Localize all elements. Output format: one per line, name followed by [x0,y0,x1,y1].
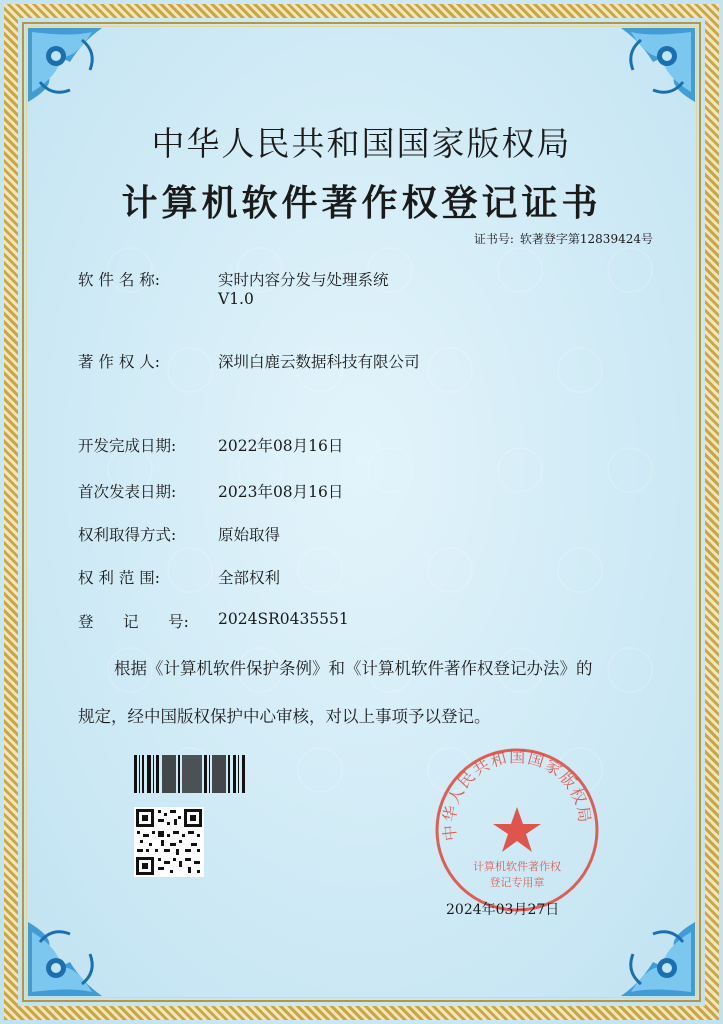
certificate-number [468,230,653,247]
acquire-value: 原始取得 [218,526,281,544]
field-scope [78,566,280,588]
certificate-title: 计算机软件著作权登记证书 [121,182,602,224]
seal-inner-line2: 登记专用章 [489,876,545,889]
pub-date-value: 2023年08月16日 [218,483,344,501]
dev-date-value: 2022年08月16日 [218,437,344,455]
seal-ring-text: 中华人民共和国国家版权局 [439,747,595,842]
certificate-number-value: 软著登字第12839424号 [519,232,653,246]
field-label: 首次发表日期: [78,483,177,501]
issuer-heading: 中华人民共和国国家版权局 [151,124,572,163]
statement-line-1-text: 根据《计算机软件保护条例》和《计算机软件著作权登记办法》的 [114,659,593,678]
certificate-number-label: 证书号: [473,232,514,246]
statement-line-2: 规定，经中国版权保护中心审核，对以上事项予以登记。 [78,707,491,726]
field-software-name [78,268,389,308]
field-owner [78,350,420,372]
field-label: 著 作 权 人: [78,353,161,371]
statement-line-1 [78,645,668,693]
scope-value: 全部权利 [218,569,281,587]
official-seal-icon [432,745,602,915]
field-label: 登 记 号: [78,613,189,631]
seal-inner-line1: 计算机软件著作权 [473,860,561,873]
field-acquire [78,523,280,545]
software-version-value: V1.0 [218,290,254,308]
field-dev-date [78,434,343,456]
corner-ornament-icon [22,882,142,1002]
reg-no-value: 2024SR0435551 [218,610,349,628]
field-label: 权利取得方式: [78,526,177,544]
field-value-group [218,268,389,308]
field-label: 开发完成日期: [78,437,177,455]
qr-code-icon [134,807,204,877]
barcode-icon [134,755,246,793]
statement-paragraph [78,645,668,741]
field-pub-date [78,480,343,502]
owner-value: 深圳白鹿云数据科技有限公司 [218,353,420,371]
issue-date: 2024年03月27日 [446,902,560,918]
field-reg-no [78,610,349,632]
software-name-value: 实时内容分发与处理系统 [218,271,389,289]
field-label: 权 利 范 围: [78,569,161,587]
field-label: 软 件 名 称: [78,271,161,289]
